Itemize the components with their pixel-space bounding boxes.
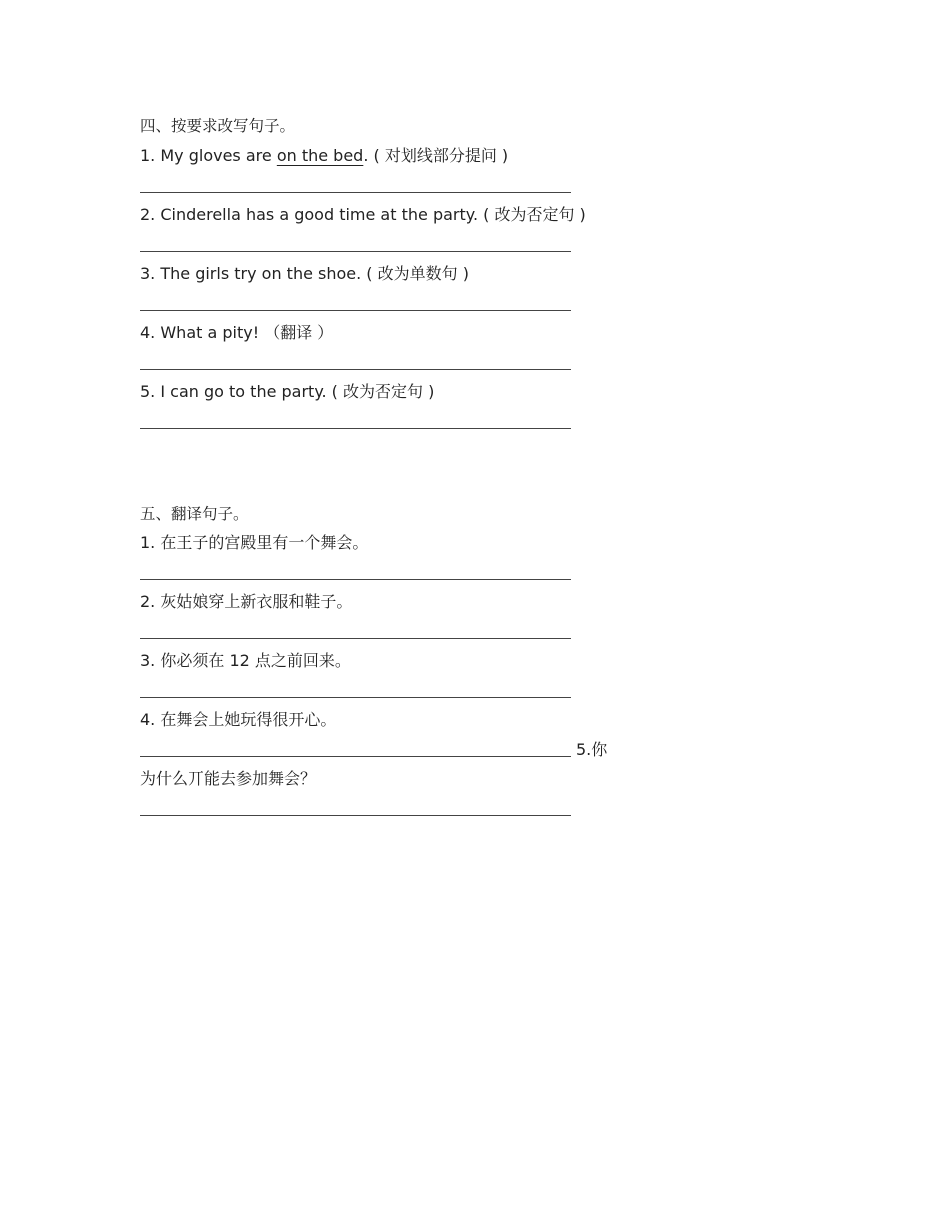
answer-line[interactable] [140,697,571,698]
answer-line[interactable] [140,579,571,580]
section-5-question-4: 4. 在舞会上她玩得很开心。 [140,710,337,729]
section-5-question-2: 2. 灰姑娘穿上新衣服和鞋子。 [140,592,353,611]
answer-line[interactable] [140,638,571,639]
answer-line[interactable] [140,192,571,193]
question-text: My gloves are [160,146,277,165]
section-5-question-5: 为什么丌能去参加舞会？ [140,769,317,788]
answer-line[interactable] [140,815,571,816]
section-4-question-4: 4. What a pity! （翻译 ） [140,323,334,342]
section-4-question-1 [140,146,508,166]
section-5-question-3: 3. 你必须在 12 点之前回来。 [140,651,351,670]
section-4-question-3: 3. The girls try on the shoe. ( 改为单数句 ) [140,264,469,283]
section-4-heading: 四、按要求改写句子。 [140,117,296,135]
question-instruction: . ( 对划线部分提问 ) [363,146,509,165]
answer-line[interactable] [140,251,571,252]
answer-line[interactable] [140,428,571,429]
section-4-question-2: 2. Cinderella has a good time at the party. ( 改为否定句 ) [140,205,586,224]
answer-line[interactable] [140,369,571,370]
section-5-heading: 五、翻译句子。 [140,505,249,523]
underlined-phrase: on the bed [276,146,364,165]
section-5-question-5-start: 5.你 [576,740,608,759]
section-4-question-5: 5. I can go to the party. ( 改为否定句 ) [140,382,435,401]
section-5-question-1: 1. 在王子的宫殿里有一个舞会。 [140,533,369,552]
question-number: 1. [140,146,161,165]
answer-line[interactable] [140,756,571,757]
answer-line[interactable] [140,310,571,311]
